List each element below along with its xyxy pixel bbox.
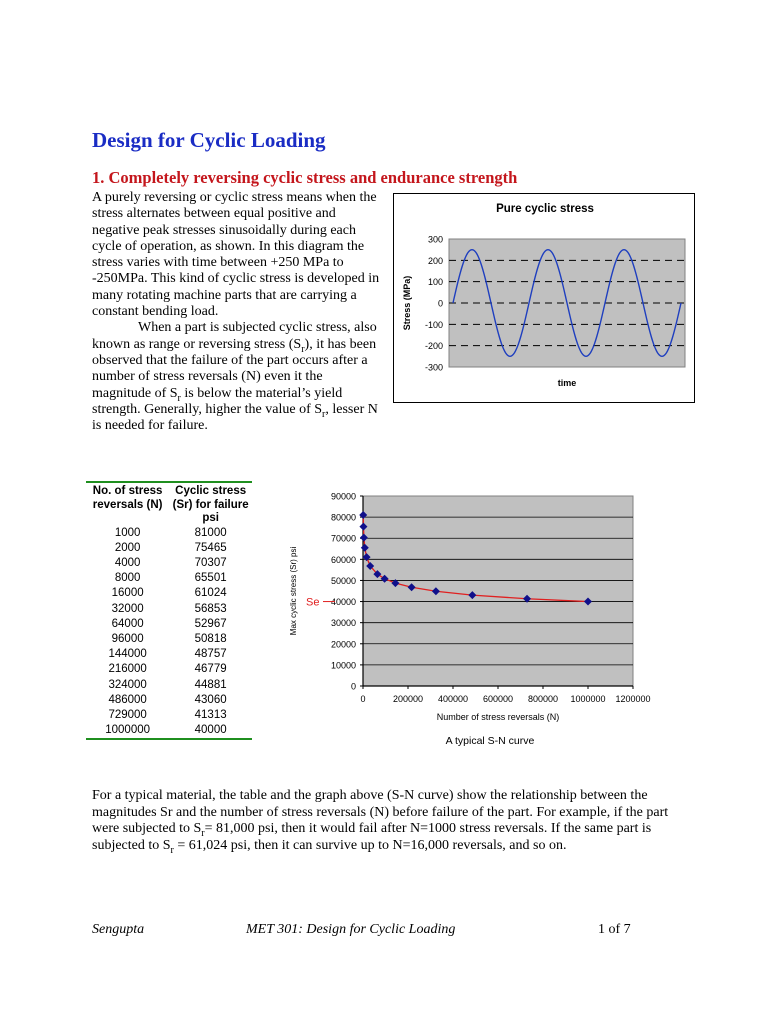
y-tick-label: 70000 (330, 533, 356, 544)
y-tick-label: -300 (424, 362, 443, 373)
subscript-r: r (301, 343, 305, 355)
x-axis-label: time (557, 378, 577, 388)
footer-course: MET 301: Design for Cyclic Loading (246, 922, 456, 937)
table-row (86, 541, 252, 556)
y-tick-label: 0 (350, 681, 356, 692)
intro-paragraph-1: A purely reversing or cyclic stress means when the stress alternates between equal positive and negative peak stresses sinusoidally during each cycle of operation, as shown. In this diagram the stress varies with time between +250 MPa to -250MPa. This kind of cyclic stress is developed in many rotating machine parts that are carrying a constant bending load. (92, 190, 380, 320)
cell-reversals: 8000 (114, 572, 141, 585)
y-tick-label: 80000 (330, 512, 356, 523)
x-tick-label: 800000 (527, 694, 559, 704)
x-tick-label: 600000 (482, 694, 514, 704)
plot-area (363, 496, 633, 686)
table-row (86, 662, 252, 677)
table-row (86, 556, 252, 571)
x-tick-label: 1000000 (570, 694, 606, 704)
sn-data-table-wrapper (86, 481, 252, 740)
y-tick-label: 100 (427, 277, 443, 288)
cell-reversals: 64000 (111, 617, 144, 630)
footer-page-number: 1 of 7 (598, 922, 631, 937)
y-tick-label: 0 (437, 298, 443, 309)
table-row (86, 708, 252, 723)
summary-c: = 61,024 psi, then it can survive up to N=16,000 reversals, and so on. (173, 837, 567, 853)
intro-paragraph-2 (92, 320, 384, 434)
cell-reversals: 729000 (108, 708, 147, 721)
cell-reversals: 32000 (111, 602, 144, 615)
cell-stress: 46779 (194, 663, 227, 676)
table-row (86, 678, 252, 693)
cell-stress: 50818 (194, 632, 227, 645)
cell-stress: 65501 (194, 572, 227, 585)
intro-p2-d: , lesser N is needed for failure. (92, 401, 378, 434)
cell-reversals: 216000 (108, 663, 147, 676)
x-tick-label: 200000 (392, 694, 424, 704)
table-row (86, 602, 252, 617)
summary-text (92, 788, 680, 854)
cyclic-stress-chart (393, 193, 695, 403)
cell-reversals: 2000 (114, 541, 141, 554)
y-axis-label: Stress (MPa) (402, 275, 412, 331)
cell-reversals: 4000 (114, 556, 141, 569)
cell-stress: 40000 (169, 723, 252, 739)
endurance-limit-annotation: Se (306, 596, 320, 609)
sn-data-table (86, 481, 252, 740)
cell-stress: 44881 (194, 678, 227, 691)
summary-b: = 81,000 psi, then it would fail after N=1000 stress reversals. If the same part is subjected to S (92, 821, 652, 853)
cell-reversals: 324000 (108, 678, 147, 691)
table-row (86, 571, 252, 586)
table-header-sr: Cyclic stress (Sr) for failure psi (169, 482, 252, 526)
table-row (86, 617, 252, 632)
intro-text (92, 190, 384, 434)
footer-author: Sengupta (92, 922, 145, 937)
cell-stress: 52967 (194, 617, 227, 630)
x-tick-label: 0 (360, 694, 366, 704)
table-header-n: No. of stress reversals (N) (86, 482, 169, 526)
table-row (86, 647, 252, 662)
cell-stress: 81000 (194, 526, 227, 539)
y-tick-label: 10000 (330, 660, 356, 671)
chart-title: Pure cyclic stress (496, 203, 594, 215)
section-heading (92, 168, 517, 188)
cell-stress: 41313 (194, 708, 227, 721)
cell-stress: 75465 (194, 541, 227, 554)
y-tick-label: 60000 (330, 554, 356, 565)
table-row (86, 632, 252, 647)
subscript-r: r (170, 844, 174, 856)
intro-p2-b: ), it has been observed that the failure of the part occurs after a number of stress reversals (N) even it the magnitude of S (92, 336, 377, 401)
cell-reversals: 486000 (108, 693, 147, 706)
y-tick-label: 20000 (330, 639, 356, 650)
summary-a: For a typical material, the table and the graph above (S-N curve) show the relationship between the magnitudes Sr and the number of stress reversals (N) before failure of the part. For example, if the part were subjected to S (92, 788, 669, 836)
subscript-r: r (322, 408, 326, 420)
table-row (86, 693, 252, 708)
section-heading-text: Completely reversing cyclic stress and endurance strength (108, 168, 518, 187)
y-tick-label: -200 (424, 341, 443, 352)
y-tick-label: 50000 (330, 575, 356, 586)
y-tick-label: 300 (427, 234, 443, 245)
cell-stress: 56853 (194, 602, 227, 615)
intro-p2-a: When a part is subjected cyclic stress, also known as range or reversing stress (S (92, 320, 377, 352)
y-tick-label: -100 (424, 319, 443, 330)
sn-curve-chart (283, 485, 673, 750)
table-row (86, 526, 252, 541)
cell-reversals: 144000 (108, 648, 147, 661)
cell-reversals: 1000000 (86, 723, 169, 739)
cell-reversals: 1000 (114, 526, 141, 539)
y-tick-label: 30000 (330, 618, 356, 629)
section-number: 1. (92, 168, 105, 187)
cell-stress: 61024 (194, 587, 227, 600)
cell-stress: 70307 (194, 556, 227, 569)
cell-stress: 43060 (194, 693, 227, 706)
chart-title: A typical S-N curve (445, 735, 535, 747)
y-tick-label: 40000 (330, 597, 356, 608)
intro-p2-c: is below the material’s yield strength. Generally, higher the value of S (92, 385, 343, 417)
y-axis-label: Max cyclic stress (Sr) psi (289, 546, 298, 636)
subscript-r: r (177, 392, 181, 404)
cell-reversals: 16000 (111, 587, 144, 600)
summary-paragraph (92, 788, 680, 854)
document-title: Design for Cyclic Loading (92, 128, 326, 152)
y-tick-label: 90000 (330, 491, 356, 502)
y-tick-label: 200 (427, 255, 443, 266)
x-axis-label: Number of stress reversals (N) (436, 712, 560, 722)
subscript-r: r (201, 827, 205, 839)
table-row (86, 586, 252, 601)
x-tick-label: 400000 (437, 694, 469, 704)
table-row (86, 723, 252, 739)
cell-stress: 48757 (194, 648, 227, 661)
x-tick-label: 1200000 (615, 694, 651, 704)
cell-reversals: 96000 (111, 632, 144, 645)
